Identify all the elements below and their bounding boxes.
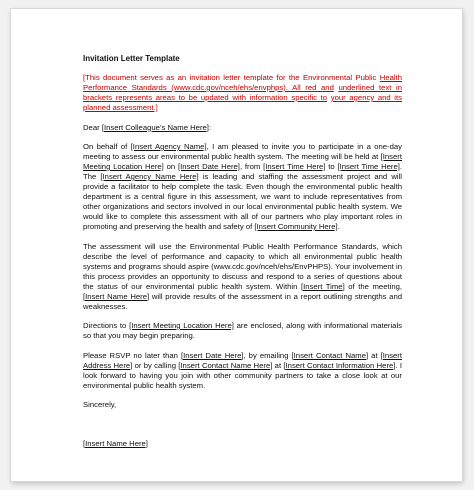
body-text: On behalf of xyxy=(83,142,131,151)
agency-name-field: [Insert Agency Name Here] xyxy=(100,172,199,181)
name-field: [Insert Name Here] xyxy=(83,291,150,301)
body-text: Directions to xyxy=(83,321,130,330)
body-text: are enclosed, along with informational materials so that you may begin preparing. xyxy=(83,321,403,340)
body-text: , by emailing xyxy=(243,350,292,360)
body-text: The assessment will use the Environmental Public Health Performance Standards, which describe the level of performance and capacity to which all environmental public health systems and programs should aspire (www.cdc.gov/nceh/ehs/EnvPHPS). Your involvement in this process provides an opportunity to discuss and respond to a series of questions about the status of our environmental public health system. Within xyxy=(83,241,402,291)
salutation xyxy=(83,123,402,133)
body-text: . I look forward to having you join with other community partners to take a close look at our environmental public health system. xyxy=(83,360,402,390)
paragraph-directions xyxy=(83,321,402,341)
start-time-field: [Insert Time Here] xyxy=(263,162,326,171)
meeting-location-field: [Insert Meeting Location Here] xyxy=(129,321,234,330)
salutation-prefix: Dear xyxy=(83,122,102,132)
signature-space xyxy=(83,420,402,439)
body-text: at xyxy=(368,350,381,360)
signature-name-field: [Insert Name Here] xyxy=(83,438,148,448)
salutation-suffix: : xyxy=(208,122,212,132)
signature-line xyxy=(83,439,402,449)
contact-name-field: [Insert Contact Name Here] xyxy=(178,360,273,370)
body-text: at xyxy=(272,360,284,370)
body-text: , from xyxy=(239,162,264,171)
body-text: . xyxy=(337,222,340,231)
contact-name-field: [Insert Contact Name] xyxy=(291,350,369,360)
notice-line: underlined text in brackets represents areas to be updated with information specific to xyxy=(83,83,402,102)
rsvp-date-field: [Insert Date Here] xyxy=(181,350,244,360)
notice-line: Health Performance Standards (www.cdc.gov/nceh/ehs/envphps). All red and xyxy=(83,73,402,92)
body-text: or by calling xyxy=(132,360,179,370)
paragraph-rsvp xyxy=(83,351,402,391)
letter-body xyxy=(83,54,402,458)
meeting-location-field: [Insert Meeting Location Here] xyxy=(83,152,402,171)
document-title: Invitation Letter Template xyxy=(83,54,180,63)
body-text: of the meeting, xyxy=(344,281,403,291)
template-notice xyxy=(83,73,402,113)
community-field: [Insert Community Here] xyxy=(254,222,338,231)
body-text: to xyxy=(325,162,338,171)
notice-line: your agency and its planned assessment.] xyxy=(83,93,402,112)
colleague-name-field: [Insert Colleague’s Name Here] xyxy=(101,122,209,132)
body-text: . The xyxy=(83,162,403,181)
body-text: will provide results of the assessment in a report outlining strengths and weaknesses. xyxy=(83,291,402,311)
time-field: [Insert Time] xyxy=(300,281,345,291)
address-field: [Insert Address Here] xyxy=(83,350,403,370)
closing: Sincerely, xyxy=(83,400,117,409)
agency-name-field: [Insert Agency Name] xyxy=(130,142,207,151)
contact-information-field: [Insert Contact Information Here] xyxy=(283,360,396,370)
date-field: [Insert Date Here] xyxy=(177,162,240,171)
document-page xyxy=(11,9,462,481)
notice-line: [This document serves as an invitation letter template for the Environmental Public xyxy=(83,73,377,82)
body-text: on xyxy=(163,162,178,171)
body-text: Please RSVP no later than xyxy=(83,350,181,360)
body-text: , I am pleased to invite you to participate in a one-day meeting to assess our environmental public health system. The meeting will be held at xyxy=(83,142,402,161)
end-time-field: [Insert Time Here] xyxy=(337,162,400,171)
paragraph-invitation xyxy=(83,142,402,232)
body-text: is leading and staffing the assessment project and will provide a facilitator to help complete the task. Even though the environmental public health department is a central figure in this assessment, we want to include representatives from other organizations and sectors involved in our local environmental public health system. We would like to complete this assessment with all of our partners who play important roles in promoting and preserving the health and safety of xyxy=(83,172,402,231)
paragraph-assessment xyxy=(83,242,402,312)
